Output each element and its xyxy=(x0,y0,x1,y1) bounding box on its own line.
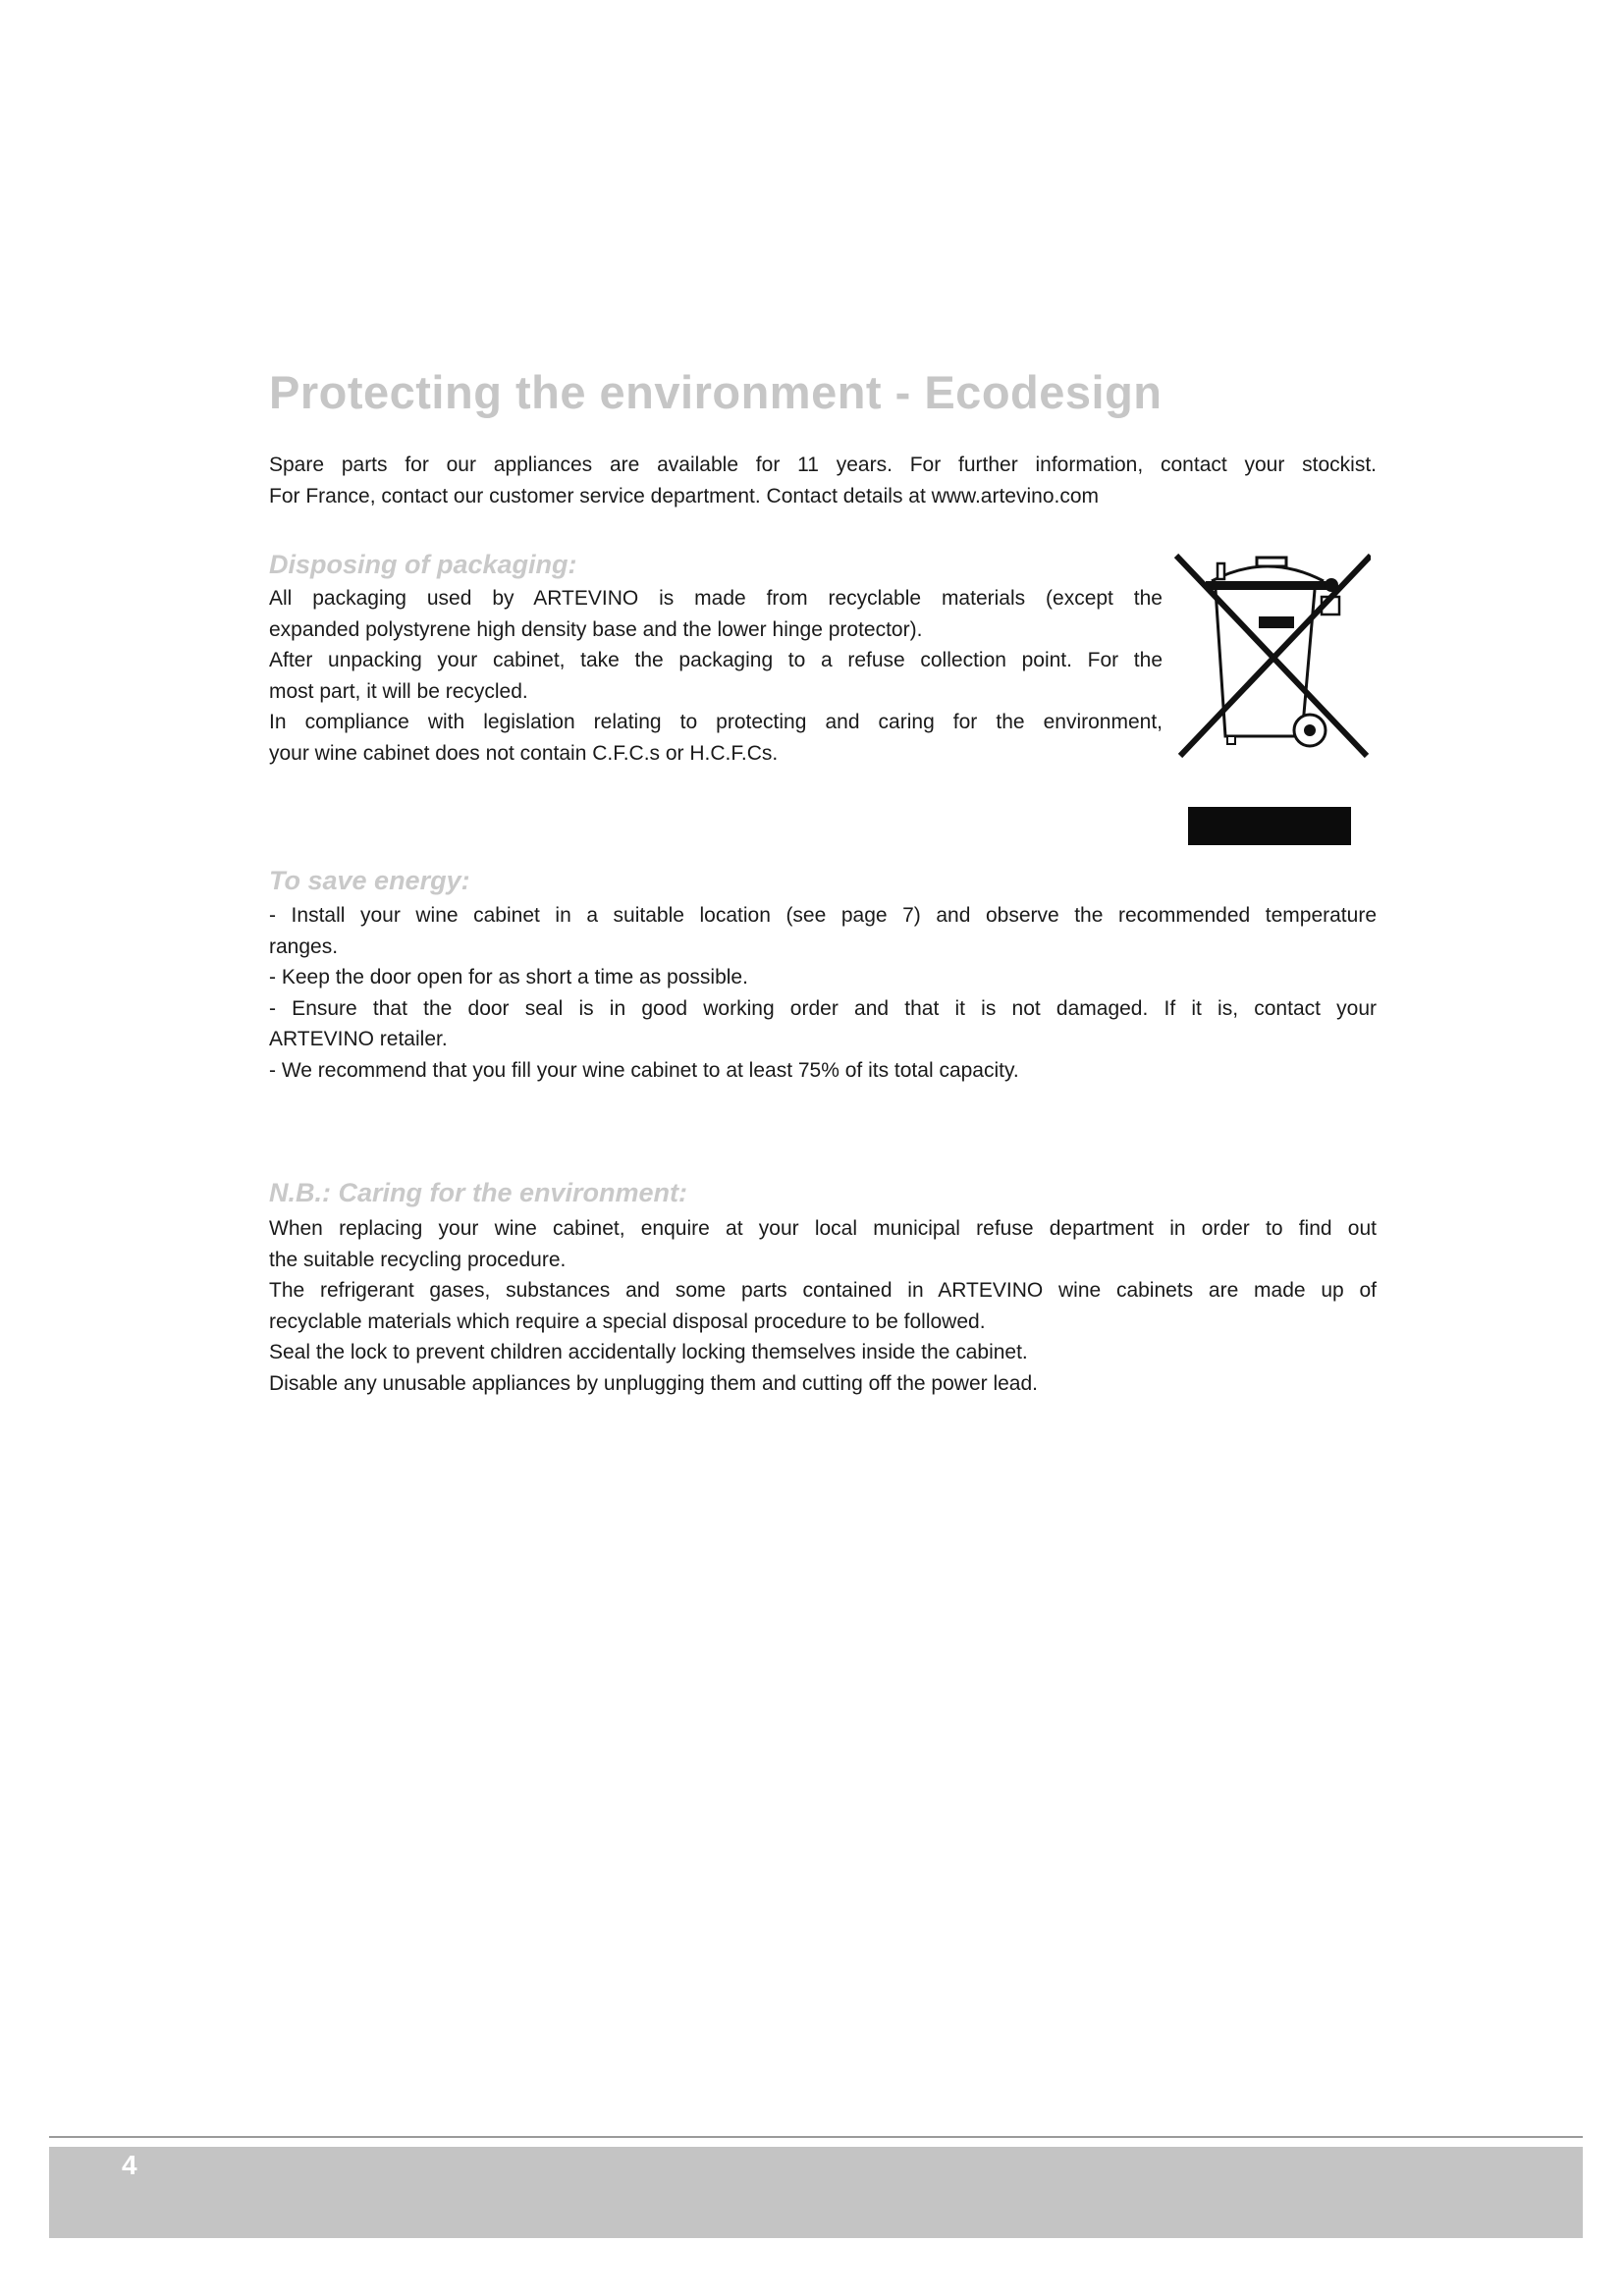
environment-heading: N.B.: Caring for the environment: xyxy=(269,1178,688,1207)
page-title: Protecting the environment - Ecodesign xyxy=(269,366,1163,418)
environment-paragraph xyxy=(269,1213,1377,1400)
footer-band xyxy=(49,2147,1583,2238)
text-line: Seal the lock to prevent children accidentally locking themselves inside the cabinet. xyxy=(269,1341,1028,1364)
energy-heading: To save energy: xyxy=(269,866,470,895)
energy-paragraph xyxy=(269,900,1377,1087)
footer-divider xyxy=(49,2136,1583,2138)
text-line: All packaging used by ARTEVINO is made from recyclable materials (except the xyxy=(269,587,1163,610)
text-line: - Keep the door open for as short a time as possible. xyxy=(269,966,748,989)
text-line: When replacing your wine cabinet, enquire at your local municipal refuse department in order to find out xyxy=(269,1217,1377,1240)
text-line: ranges. xyxy=(269,934,339,958)
text-line: In compliance with legislation relating to protecting and caring for the environment, xyxy=(269,711,1163,734)
text-line: - We recommend that you fill your wine cabinet to at least 75% of its total capacity. xyxy=(269,1058,1019,1082)
text-line: expanded polystyrene high density base and the lower hinge protector). xyxy=(269,617,923,641)
text-line: the suitable recycling procedure. xyxy=(269,1248,567,1271)
weee-marking-bar xyxy=(1188,807,1351,845)
intro-paragraph xyxy=(269,450,1377,511)
text-line: Spare parts for our appliances are available for 11 years. For further information, contact your stockist. xyxy=(269,454,1377,476)
crossed-out-wheelie-bin-icon xyxy=(1164,542,1371,768)
text-line: - Install your wine cabinet in a suitable location (see page 7) and observe the recommended temperature xyxy=(269,904,1377,927)
packaging-heading: Disposing of packaging: xyxy=(269,550,577,579)
text-line: Disable any unusable appliances by unplugging them and cutting off the power lead. xyxy=(269,1371,1038,1395)
packaging-paragraph xyxy=(269,583,1163,770)
text-line: - Ensure that the door seal is in good working order and that it is not damaged. If it is, contact your xyxy=(269,996,1377,1020)
page-number: 4 xyxy=(122,2150,137,2180)
text-line: most part, it will be recycled. xyxy=(269,679,528,703)
text-line: After unpacking your cabinet, take the packaging to a refuse collection point. For the xyxy=(269,649,1163,672)
text-line: The refrigerant gases, substances and some parts contained in ARTEVINO wine cabinets are made up of xyxy=(269,1279,1377,1303)
text-line: recyclable materials which require a special disposal procedure to be followed. xyxy=(269,1309,986,1333)
text-line: For France, contact our customer service department. Contact details at www.artevino.com xyxy=(269,484,1100,507)
text-line: ARTEVINO retailer. xyxy=(269,1028,448,1051)
text-line: your wine cabinet does not contain C.F.C.s or H.C.F.Cs. xyxy=(269,741,779,765)
